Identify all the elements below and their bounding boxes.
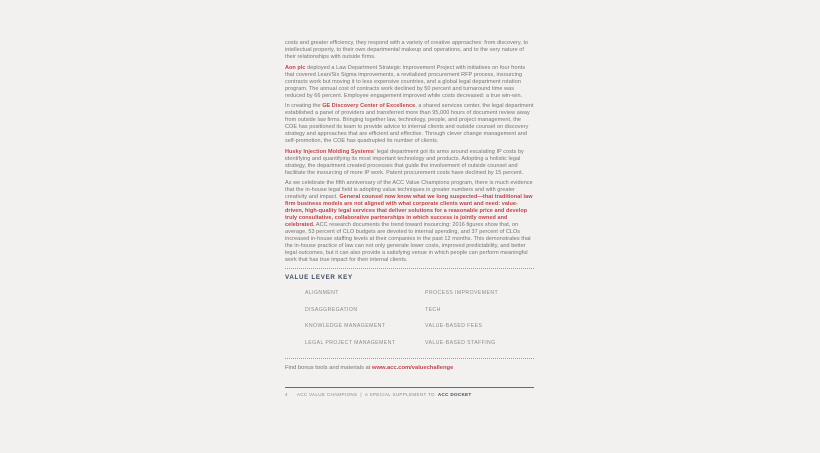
valuechallenge-link[interactable]: www.acc.com/valuechallenge: [372, 365, 454, 371]
text-segment: costs and greater efficiency, they respond with a variety of creative approaches: from discovery, to intellectual property, to their own departmental makeup and operations, and to the very nature of their relationships with outside firms.: [285, 40, 529, 60]
paragraph-ge: [285, 103, 534, 145]
page-footer: [285, 392, 534, 397]
text-segment: deployed a Law Department Strategic Improvement Project with initiatives on four fronts that covered Lean/Six Sigma improvements, a revitalized procurement RFP process, insourcing contracts work but moving it to less expensive countries, and a global legal department rotation program. The annual cost of contracts work declined by 50 percent and turnaround time was reduced by 66 percent. Employee engagement improved while costs decreased: a true win-win.: [285, 64, 526, 99]
paragraph-aon: [285, 65, 534, 100]
paragraph-anniversary: [285, 180, 534, 264]
text-segment: ' legal department got its arms around escalating IP costs by identifying and quantifying its most important technology and products. Adopting a holistic legal strategy, the department created processes that guide the involvement of outside counsel and facilitate the insourcing of more IP work. Patent procurement costs have declined by 15 percent.: [285, 148, 524, 176]
page-number: 4: [285, 392, 288, 397]
footer-separator: |: [360, 392, 362, 397]
document-page: [285, 40, 534, 397]
footer-supplement: A SPECIAL SUPPLEMENT TO: [364, 392, 435, 397]
paragraph-husky: [285, 149, 534, 177]
key-item-value-based-fees: VALUE-BASED FEES: [425, 323, 483, 329]
dotted-divider-bottom: [285, 358, 534, 359]
key-item-tech: TECH: [425, 306, 441, 313]
value-lever-key-title: VALUE LEVER KEY: [285, 274, 353, 281]
aon-plc-company-name: Aon plc: [285, 64, 306, 71]
text-segment: As we celebrate the fifth anniversary of the ACC Value Champions program, there is much evidence that the in-house legal field is adopting value techniques in greater numbers and with greater creativity and impact.: [285, 180, 533, 200]
value-lever-key-grid: [285, 290, 534, 346]
bonus-text: Find bonus tools and materials at: [285, 365, 373, 371]
text-segment: In creating the: [285, 103, 323, 109]
key-item-process-improvement: PROCESS IMPROVEMENT: [425, 290, 499, 296]
key-item-legal-project-management: LEGAL PROJECT MANAGEMENT: [305, 339, 396, 346]
bonus-tools-line: [285, 365, 534, 371]
text-segment: , a shared services center, the legal department established a panel of providers and transferred more than 95,000 hours of document review away from outside law firms. Bringing together law, technology, people, and project management, the COE has positioned its team to provide advice to internal clients and outside counsel on discovery strategy and approaches that are efficient and effective. Through clever change management and self-promotion, the COE has quadrupled its number of clients.: [285, 103, 534, 144]
footer-publication: ACC VALUE CHAMPIONS: [296, 392, 358, 397]
key-item-knowledge-management: KNOWLEDGE MANAGEMENT: [305, 323, 386, 329]
footer-docket: ACC DOCKET: [437, 392, 472, 397]
key-item-alignment: ALIGNMENT: [305, 290, 339, 296]
key-item-value-based-staffing: VALUE-BASED STAFFING: [425, 339, 496, 346]
ge-coe-name: GE Discovery Center of Excellence: [322, 103, 416, 109]
text-segment: ACC research documents the trend toward insourcing: 2016 figures show that, on average, 53 percent of CLO budgets are devoted to internal spending, and 37 percent of CLOs increased in-house staffing levels at their companies in the past 12 months. This demonstrates that the in-house practice of law can not only generate lower costs, improved predictability, and better legal outcomes, but it can also provide a satisfying venue in which people can perform meaningful work that has true impact for their internal clients.: [285, 222, 531, 263]
general-counsel-quote: General counsel now know what we long suspected—that traditional law firm business models are not aligned with what corporate clients want and need: value-driven, high-quality legal services that deliver solutions for a reasonable price and develop truly consultative, collaborative partnerships in which success is jointly owned and celebrated.: [285, 194, 533, 228]
dotted-divider-top: [285, 268, 534, 269]
key-item-disaggregation: DISAGGREGATION: [305, 306, 358, 313]
footer-rule: [285, 387, 534, 388]
footer-text: [297, 392, 472, 397]
husky-company-name: Husky Injection Molding Systems: [285, 148, 374, 155]
paragraph-intro: [285, 40, 534, 61]
